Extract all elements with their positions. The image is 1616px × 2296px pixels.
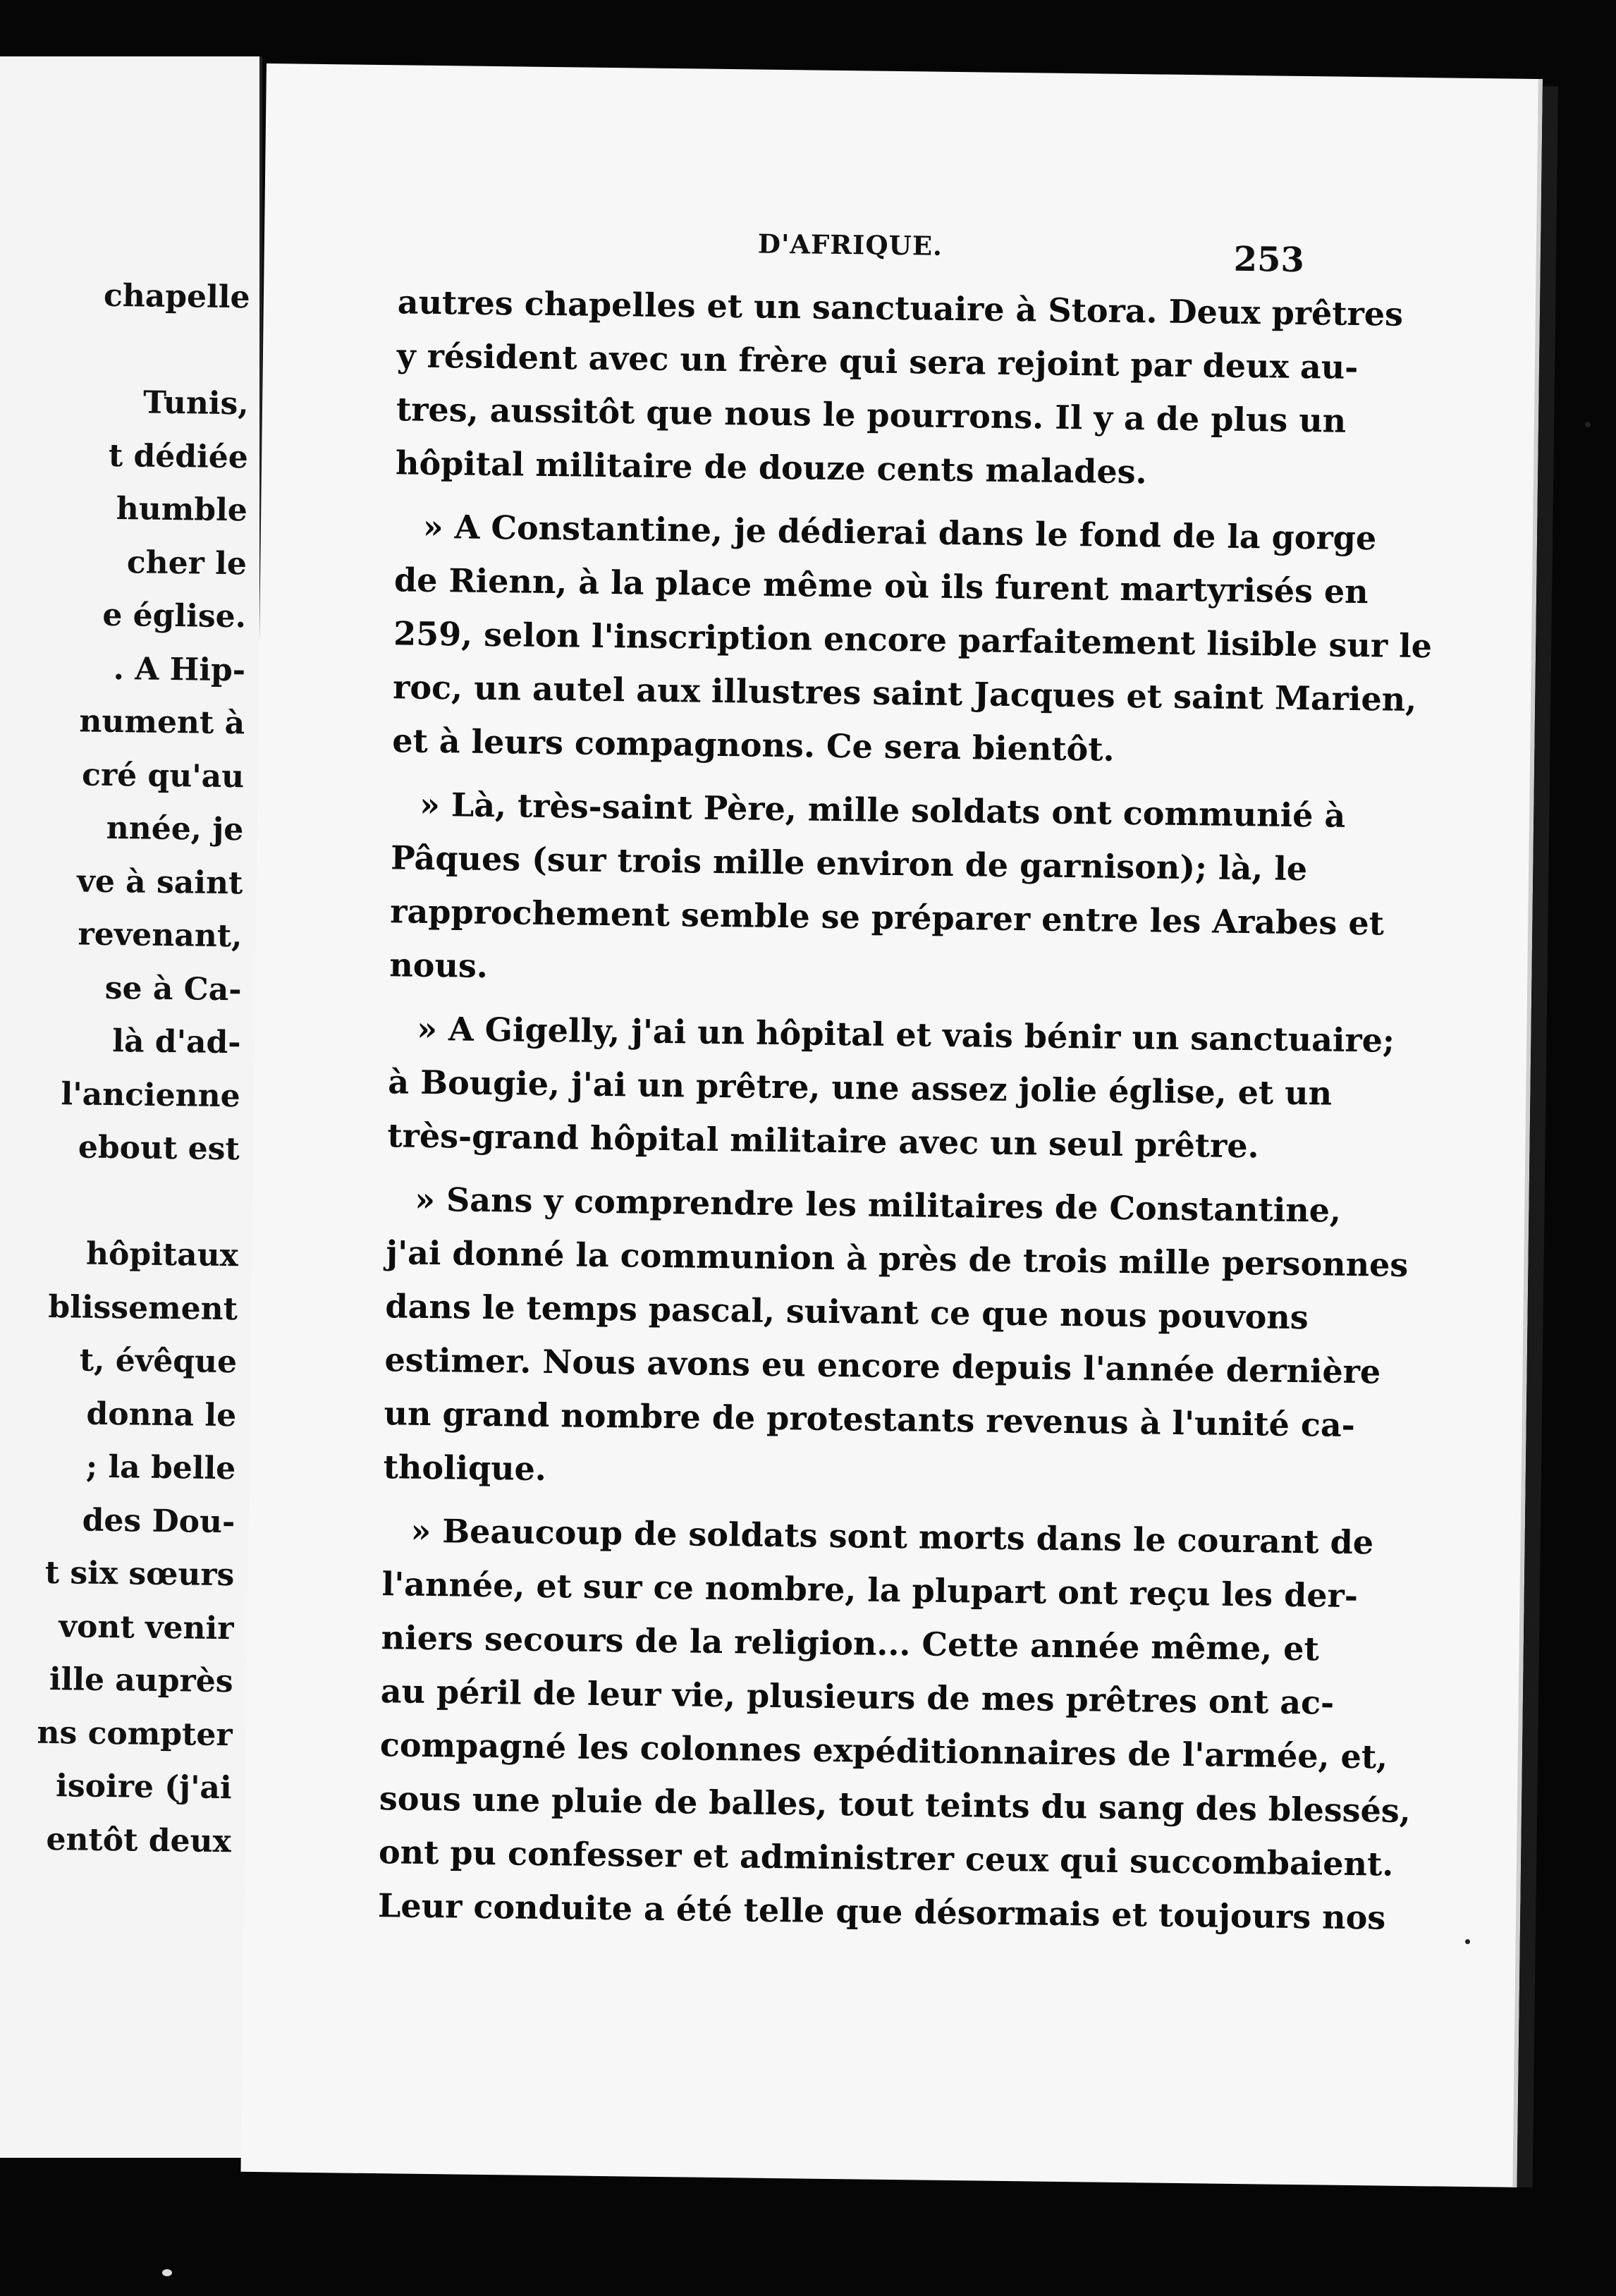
right-page <box>240 63 1542 2187</box>
left-page-line: Tunis, <box>142 384 249 422</box>
text-line: » Beaucoup de soldats sont morts dans le courant de <box>410 1511 1374 1562</box>
scan-speck <box>162 2269 172 2276</box>
left-page-line: chapelle <box>103 277 250 316</box>
left-page-line: revenant, <box>78 916 243 955</box>
text-line: à Bougie, j'ai un prêtre, une assez jolie église, et un <box>388 1063 1333 1113</box>
left-page-line: vont venir <box>59 1608 234 1647</box>
left-page-line: donna le <box>86 1396 237 1434</box>
text-line: roc, un autel aux illustres saint Jacques et saint Marien, <box>392 668 1417 719</box>
left-page-line: nument à <box>79 703 245 742</box>
left-page-line: isoire (j'ai <box>55 1768 233 1807</box>
left-page-line: ve à saint <box>77 862 243 901</box>
text-line: de Rienn, à la place même où ils furent martyrisés en <box>393 561 1369 611</box>
text-line: hôpital militaire de douze cents malades. <box>395 444 1147 491</box>
text-line: j'ai donné la communion à près de trois mille personnes <box>386 1233 1409 1284</box>
text-line: » A Constantine, je dédierai dans le fond de la gorge <box>422 507 1377 558</box>
left-page-line: humble <box>116 491 248 529</box>
left-page-line: ebout est <box>78 1129 240 1168</box>
text-line: sous une pluie de balles, tout teints du sang des blessés, <box>379 1779 1412 1831</box>
left-page-line: ; la belle <box>85 1448 236 1487</box>
text-line: très-grand hôpital militaire avec un seul prêtre. <box>387 1116 1259 1166</box>
scan-speck <box>1465 1939 1470 1944</box>
text-line: ont pu confesser et administrer ceux qui succombaient. <box>378 1833 1394 1883</box>
text-line: dans le temps pascal, suivant ce que nous pouvons <box>385 1287 1309 1337</box>
left-page-line: . A Hip- <box>113 650 246 688</box>
left-page-line: se à Ca- <box>104 970 242 1008</box>
left-page-line: l'ancienne <box>61 1075 240 1114</box>
text-line: y résident avec un frère qui sera rejoint par deux au- <box>396 336 1359 386</box>
text-line: Leur conduite a été telle que désormais et toujours nos <box>377 1886 1386 1937</box>
page-number: 253 <box>1233 239 1305 281</box>
left-page-line: blissement <box>48 1288 238 1327</box>
text-line: autres chapelles et un sanctuaire à Stora. Deux prêtres <box>397 283 1404 334</box>
text-line: niers secours de la religion... Cette année même, et <box>381 1618 1320 1668</box>
left-page-line: nnée, je <box>106 810 244 848</box>
left-page-line: cher le <box>126 544 247 582</box>
running-head <box>264 222 1541 281</box>
left-facing-page <box>0 56 262 2158</box>
left-page-line: cré qu'au <box>81 756 245 795</box>
left-page-line: ille auprès <box>49 1661 233 1700</box>
left-page-text <box>0 268 250 1868</box>
left-page-line: ns compter <box>37 1714 233 1753</box>
text-line: Pâques (sur trois mille environ de garnison); là, le <box>390 838 1308 889</box>
text-line: tres, aussitôt que nous le pourrons. Il y a de plus un <box>396 390 1347 440</box>
text-line: » Là, très-saint Père, mille soldats ont communié à <box>419 785 1346 835</box>
left-page-line <box>0 1173 239 1229</box>
text-line: au péril de leur vie, plusieurs de mes prêtres ont ac- <box>380 1672 1335 1722</box>
text-line: tholique. <box>383 1448 547 1488</box>
text-line: » Sans y comprendre les militaires de Constantine, <box>415 1180 1342 1230</box>
text-line: » A Gigelly, j'ai un hôpital et vais bénir un sanctuaire; <box>416 1009 1395 1060</box>
text-line: rapprochement semble se préparer entre les Arabes et <box>389 892 1385 943</box>
running-title: D'AFRIQUE. <box>757 228 943 262</box>
text-line: un grand nombre de protestants revenus à l'unité ca- <box>384 1394 1356 1445</box>
text-line: l'année, et sur ce nombre, la plupart ont reçu les der- <box>381 1565 1359 1616</box>
text-line: compagné les colonnes expéditionnaires de l'armée, et, <box>379 1726 1388 1776</box>
text-line: et à leurs compagnons. Ce sera bientôt. <box>391 721 1115 769</box>
left-page-line: entôt deux <box>46 1821 232 1860</box>
left-page-line <box>0 321 250 377</box>
left-page-line: t dédiée <box>108 437 249 475</box>
text-line: estimer. Nous avons eu encore depuis l'année dernière <box>384 1341 1381 1391</box>
left-page-line: hôpitaux <box>85 1235 239 1274</box>
text-line: nous. <box>389 946 489 985</box>
page-body-text <box>377 275 1433 1943</box>
left-page-line: t six sœurs <box>44 1554 235 1594</box>
left-page-line: t, évêque <box>79 1342 238 1381</box>
scan-speck <box>1585 422 1591 427</box>
left-page-line: des Dou- <box>82 1502 235 1540</box>
text-line: 259, selon l'inscription encore parfaitement lisible sur le <box>393 614 1433 666</box>
left-page-line: e église. <box>102 597 247 635</box>
left-page-line: là d'ad- <box>111 1023 241 1061</box>
